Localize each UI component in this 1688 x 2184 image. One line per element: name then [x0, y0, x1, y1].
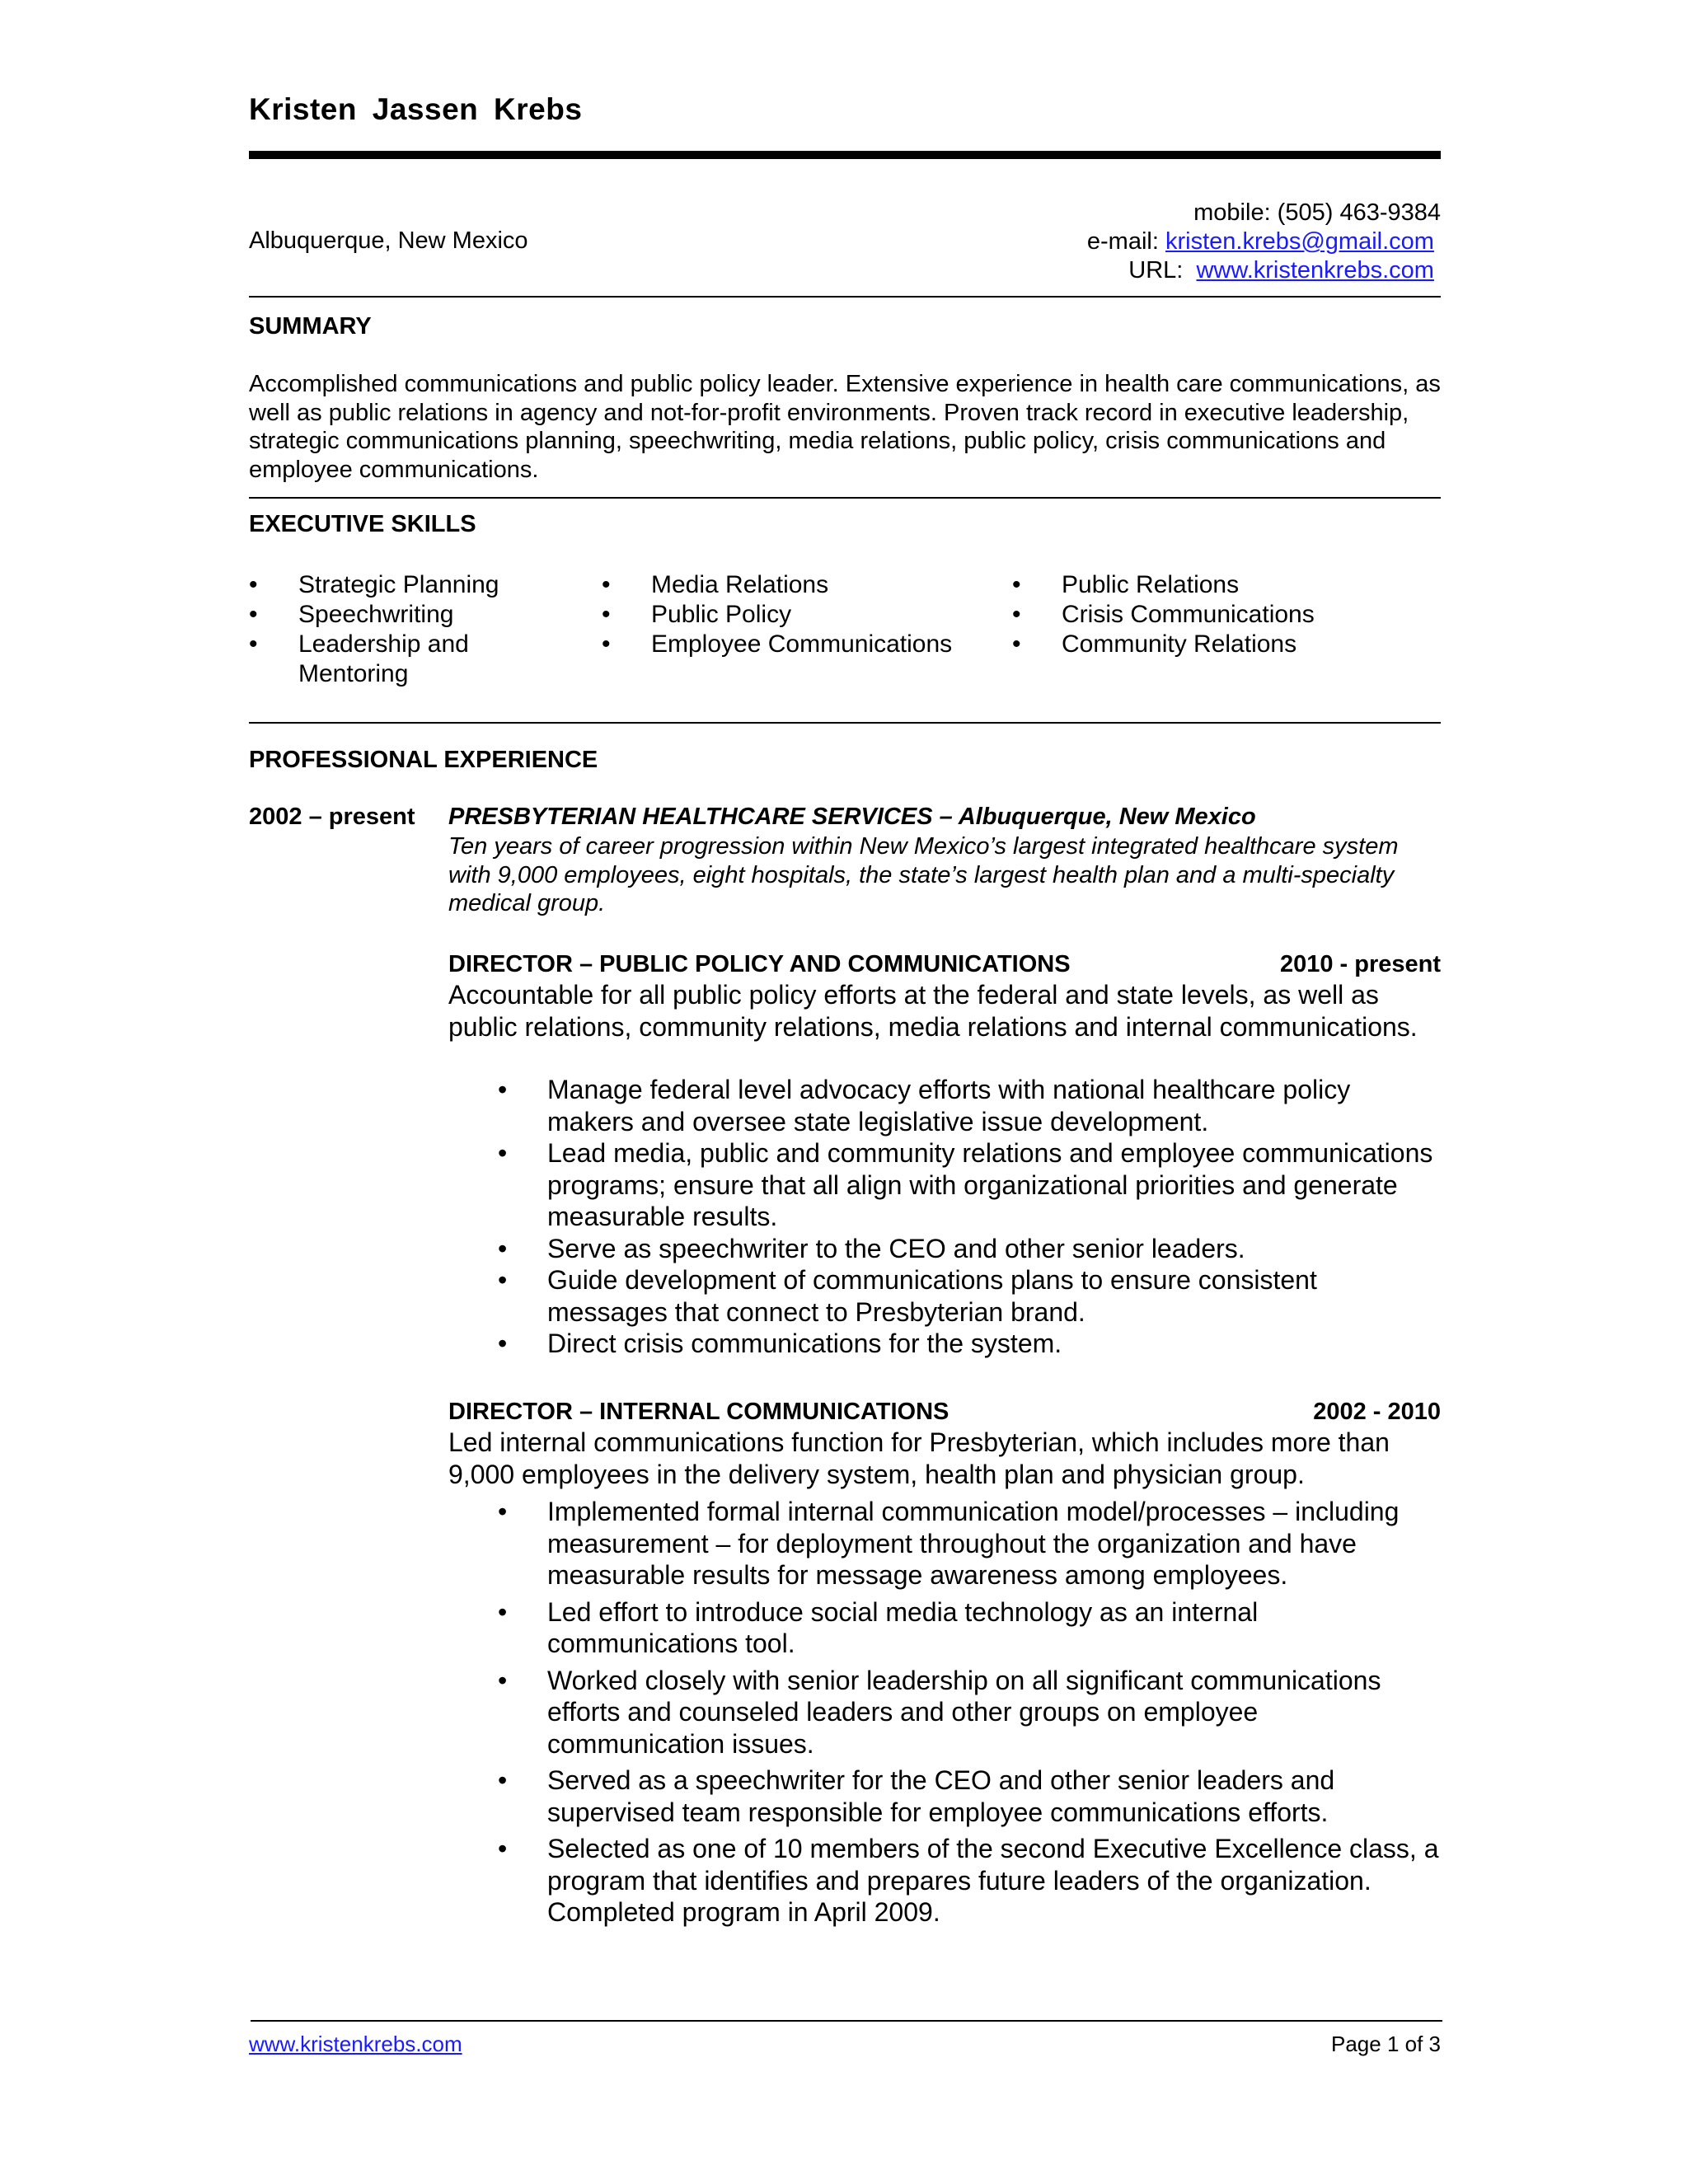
- resume-page: [249, 0, 1441, 2184]
- summary-text: Accomplished communications and public policy leader. Extensive experience in health care communications, as well as public relations in agency and not-for-profit environments. Proven track record in executive leadership, strategic communications planning, speechwriting, media relations, public policy, crisis communications and employee communications.: [249, 371, 1441, 483]
- skill-item: • Strategic Planning: [249, 570, 562, 600]
- url-label: URL:: [1128, 257, 1184, 284]
- skill-item: • Speechwriting: [249, 600, 562, 630]
- list-item: • Implemented formal internal communication model/processes – including measurement – for deployment throughout the organization and have measurable results for message awareness among employees.: [448, 1496, 1441, 1591]
- skill-item: • Public Relations: [1012, 570, 1424, 600]
- email-link[interactable]: kristen.krebs@gmail.com: [1165, 228, 1434, 255]
- footer-website-link[interactable]: www.kristenkrebs.com: [249, 2032, 462, 2056]
- skill-item: • Employee Communications: [602, 630, 997, 659]
- email-label: e-mail:: [1086, 228, 1159, 255]
- employer-block: [448, 0, 1441, 1978]
- role-responsibilities: [448, 1074, 1441, 1360]
- role-description: Led internal communications function for Presbyterian, which includes more than 9,000 employees in the delivery system, health plan and physician group.: [448, 1427, 1390, 1489]
- website-link[interactable]: www.kristenkrebs.com: [1196, 257, 1434, 284]
- list-item: • Lead media, public and community relations and employee communications programs; ensure that all align with organizational priorities and generate measurable results.: [448, 1137, 1441, 1233]
- footer-divider: [251, 2020, 1442, 2022]
- employer-description: Ten years of career progression within New Mexico’s largest integrated healthcare system with 9,000 employees, eight hospitals, the state’s largest health plan and a multi-specialty medical group.: [448, 833, 1399, 916]
- list-item: • Led effort to introduce social media technology as an internal communications tool.: [448, 1596, 1441, 1660]
- employment-dates: 2002 – present: [249, 804, 415, 830]
- experience-heading: PROFESSIONAL EXPERIENCE: [249, 747, 598, 773]
- skill-item: • Leadership and Mentoring: [249, 630, 562, 689]
- role-title: DIRECTOR – PUBLIC POLICY AND COMMUNICATIONS: [448, 951, 1071, 977]
- page-number: Page 1 of 3: [1331, 2032, 1441, 2056]
- list-item: • Direct crisis communications for the system.: [448, 1328, 1441, 1360]
- list-item: • Guide development of communications plans to ensure consistent messages that connect to Presbyterian brand.: [448, 1264, 1441, 1328]
- list-item: • Selected as one of 10 members of the second Executive Excellence class, a program that identifies and prepares future leaders of the organization. Completed program in April 2009.: [448, 1833, 1441, 1929]
- summary-heading: SUMMARY: [249, 313, 372, 340]
- location: Albuquerque, New Mexico: [249, 227, 528, 254]
- list-item: • Manage federal level advocacy efforts with national healthcare policy makers and oversee state legislative issue development.: [448, 1074, 1441, 1137]
- role-years: 2002 - 2010: [1313, 1399, 1441, 1425]
- role-years: 2010 - present: [1279, 951, 1441, 977]
- role-title: DIRECTOR – INTERNAL COMMUNICATIONS: [448, 1399, 950, 1425]
- role-responsibilities: [448, 1496, 1441, 1933]
- skill-item: • Crisis Communications: [1012, 600, 1424, 630]
- skill-item: • Community Relations: [1012, 630, 1424, 659]
- list-item: • Serve as speechwriter to the CEO and other senior leaders.: [448, 1233, 1441, 1265]
- role-description: Accountable for all public policy efforts at the federal and state levels, as well as public relations, community relations, media relations and internal communications.: [448, 980, 1418, 1042]
- mobile-number: mobile: (505) 463-9384: [1193, 199, 1441, 226]
- list-item: • Worked closely with senior leadership on all significant communications efforts and counseled leaders and other groups on employee communication issues.: [448, 1665, 1441, 1760]
- employer-name: PRESBYTERIAN HEALTHCARE SERVICES – Albuquerque, New Mexico: [448, 804, 1256, 830]
- skill-item: • Media Relations: [602, 570, 997, 600]
- skill-item: • Public Policy: [602, 600, 997, 630]
- candidate-name: Kristen Jassen Krebs: [249, 92, 583, 126]
- list-item: • Served as a speechwriter for the CEO and other senior leaders and supervised team responsible for employee communications efforts.: [448, 1765, 1441, 1828]
- skills-heading: EXECUTIVE SKILLS: [249, 511, 476, 537]
